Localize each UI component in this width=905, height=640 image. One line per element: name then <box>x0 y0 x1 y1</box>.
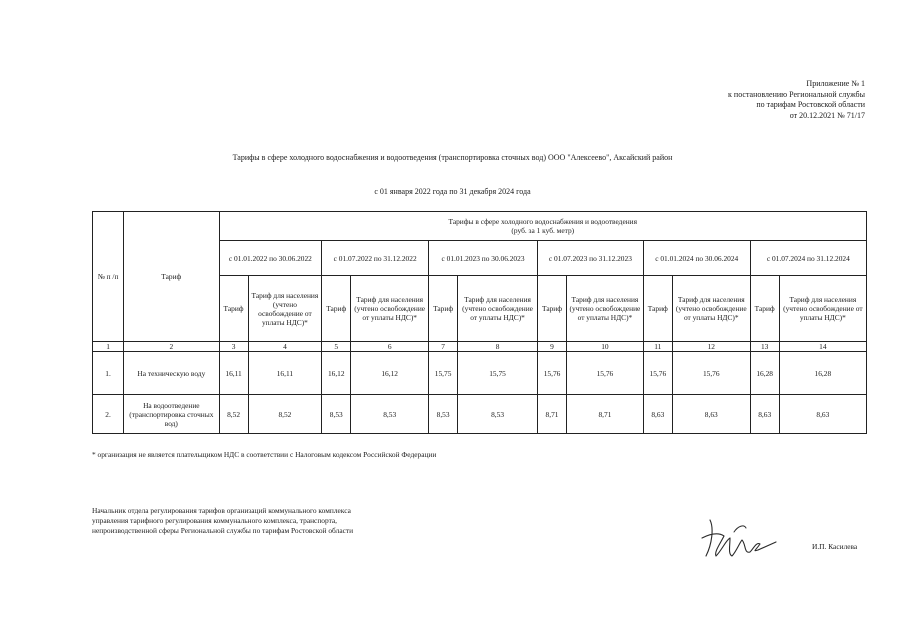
header-population-sub: Тариф для населения (учтено освобождение от уплаты НДС)* <box>567 276 644 342</box>
table-cell: 8,52 <box>219 395 248 434</box>
table-cell: 8,53 <box>429 395 458 434</box>
signer-name: И.П. Касилева <box>812 542 858 551</box>
table-cell: 16,28 <box>750 352 779 395</box>
header-row-number: № п /п <box>93 212 124 342</box>
table-cell: 8,63 <box>750 395 779 434</box>
table-cell: 8,52 <box>248 395 322 434</box>
table-cell: 8,53 <box>458 395 538 434</box>
column-number: 12 <box>672 342 750 352</box>
header-population-sub: Тариф для населения (учтено освобождение от уплаты НДС)* <box>248 276 322 342</box>
column-number: 8 <box>458 342 538 352</box>
column-number: 14 <box>779 342 866 352</box>
table-cell: 15,76 <box>567 352 644 395</box>
header-period: с 01.07.2023 по 31.12.2023 <box>538 241 644 276</box>
header-tariff-group-line-1: Тарифы в сфере холодного водоснабжения и водоотведения <box>448 217 638 226</box>
row-number: 2. <box>93 395 124 434</box>
header-period: с 01.07.2022 по 31.12.2022 <box>322 241 429 276</box>
tariff-table <box>92 211 867 434</box>
header-period: с 01.01.2022 по 30.06.2022 <box>219 241 322 276</box>
table-cell: 15,76 <box>672 352 750 395</box>
column-number: 6 <box>351 342 429 352</box>
header-tariff-sub: Тариф <box>538 276 567 342</box>
table-row <box>93 352 867 395</box>
table-cell: 8,63 <box>643 395 672 434</box>
column-number: 2 <box>124 342 219 352</box>
header-tariff-sub: Тариф <box>429 276 458 342</box>
column-number: 7 <box>429 342 458 352</box>
table-cell: 8,53 <box>322 395 351 434</box>
row-tariff-name: На водоотведение (транспортировка сточных вод) <box>124 395 219 434</box>
header-tariff-sub: Тариф <box>322 276 351 342</box>
header-population-sub: Тариф для населения (учтено освобождение от уплаты НДС)* <box>458 276 538 342</box>
table-cell: 8,71 <box>538 395 567 434</box>
row-tariff-name: На техническую воду <box>124 352 219 395</box>
table-cell: 16,11 <box>248 352 322 395</box>
header-period: с 01.01.2024 по 30.06.2024 <box>643 241 750 276</box>
table-row <box>93 395 867 434</box>
tariff-period: с 01 января 2022 года по 31 декабря 2024 года <box>374 187 531 196</box>
table-cell: 16,12 <box>351 352 429 395</box>
header-tariff: Тариф <box>124 212 219 342</box>
column-number: 5 <box>322 342 351 352</box>
table-cell: 15,76 <box>643 352 672 395</box>
appendix-line-2: к постановлению Региональной службы <box>728 89 865 99</box>
header-population-sub: Тариф для населения (учтено освобождение от уплаты НДС)* <box>351 276 429 342</box>
table-cell: 15,76 <box>538 352 567 395</box>
column-number: 3 <box>219 342 248 352</box>
column-number: 9 <box>538 342 567 352</box>
appendix-line-1: Приложение № 1 <box>806 79 865 88</box>
header-population-sub: Тариф для населения (учтено освобождение от уплаты НДС)* <box>779 276 866 342</box>
table-cell: 8,63 <box>779 395 866 434</box>
column-number: 1 <box>93 342 124 352</box>
appendix-line-4: от 20.12.2021 № 71/17 <box>789 110 865 120</box>
table-cell: 8,53 <box>351 395 429 434</box>
table-cell: 8,71 <box>567 395 644 434</box>
header-tariff-sub: Тариф <box>750 276 779 342</box>
table-cell: 15,75 <box>458 352 538 395</box>
document-title: Тарифы в сфере холодного водоснабжения и водоотведения (транспортировка сточных вод) ООО "Алексеево", Аксайский район <box>232 153 673 162</box>
signer-position: Начальник отдела регулирования тарифов организаций коммунального комплекса управления тарифного регулирования коммунального комплекса, транспорта, непроизводственной сферы Региональной службы по тарифам Ростовской области <box>92 506 354 535</box>
header-period: с 01.01.2023 по 30.06.2023 <box>429 241 538 276</box>
table-cell: 15,75 <box>429 352 458 395</box>
appendix-line-3: по тарифам Ростовской области <box>756 100 865 109</box>
vat-footnote: * организация не является плательщиком НДС в соответствии с Налоговым кодексом Российской Федерации <box>92 450 437 459</box>
header-tariff-sub: Тариф <box>643 276 672 342</box>
column-number: 13 <box>750 342 779 352</box>
table-cell: 16,11 <box>219 352 248 395</box>
header-tariff-group-line-2: (руб. за 1 куб. метр) <box>511 226 575 235</box>
table-cell: 8,63 <box>672 395 750 434</box>
handwritten-signature <box>700 514 780 562</box>
appendix-header <box>728 79 865 121</box>
table-cell: 16,12 <box>322 352 351 395</box>
header-tariff-sub: Тариф <box>219 276 248 342</box>
column-number: 10 <box>567 342 644 352</box>
column-number: 4 <box>248 342 322 352</box>
header-tariff-group <box>219 212 866 241</box>
column-number: 11 <box>643 342 672 352</box>
table-cell: 16,28 <box>779 352 866 395</box>
header-period: с 01.07.2024 по 31.12.2024 <box>750 241 866 276</box>
row-number: 1. <box>93 352 124 395</box>
header-population-sub: Тариф для населения (учтено освобождение от уплаты НДС)* <box>672 276 750 342</box>
